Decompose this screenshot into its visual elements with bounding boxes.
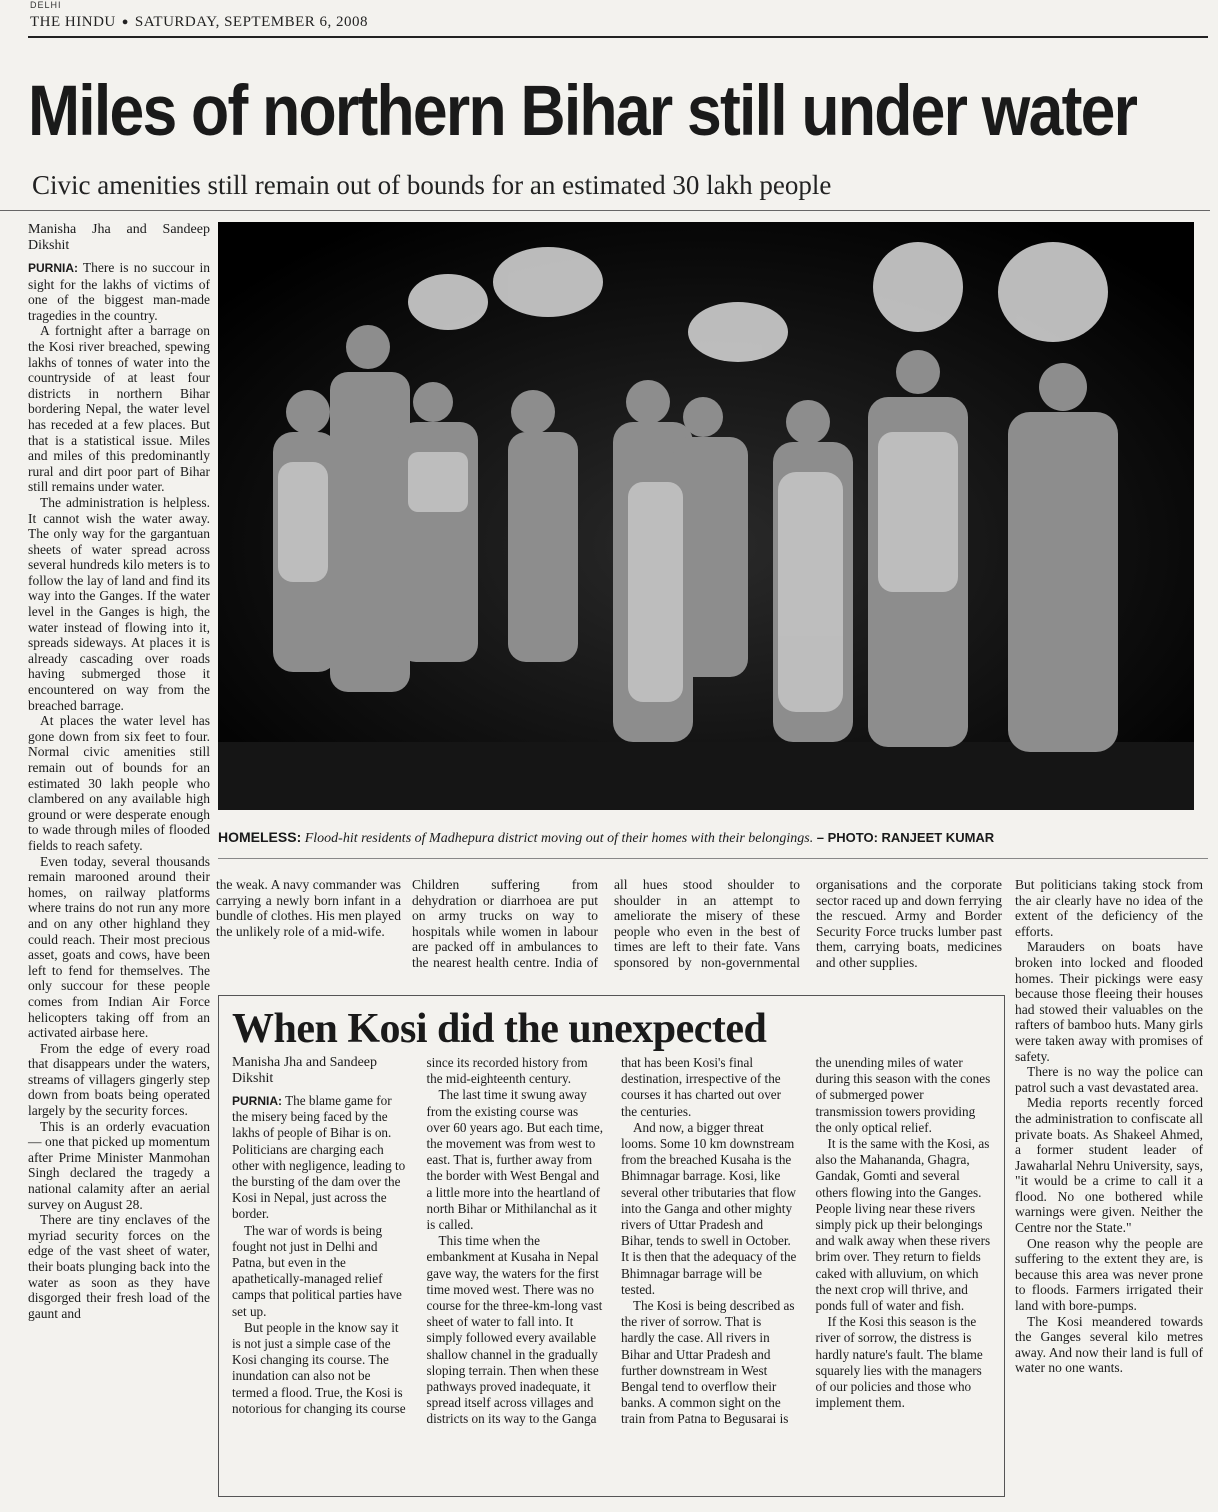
main-paragraph: One reason why the people are suffering to the extent they are, is because this area was never prone to floods. Farmers irrigated their land with bore-pumps. [1015,1235,1203,1314]
sidebar-paragraph: But people in the know say it is not just a simple case of the Kosi changing its course. The inundation can also not be termed a flood. True, the Kosi is notorious for changing its course since its recorded history from the mid-eighteenth century. [232,1055,588,1416]
flood-evacuees-photo [218,222,1194,810]
masthead-rule [28,36,1208,38]
issue-date: SATURDAY, SEPTEMBER 6, 2008 [134,14,369,30]
caption-rule [218,858,1208,859]
main-byline: Manisha Jha and Sandeep Dikshit [28,222,210,253]
sidebar-paragraph: This time when the embankment at Kusaha in Nepal gave way, the waters for the first time moved west. There was no course for the three-km-long vast sheet of water to fall into. It simply followed every available shallow channel in the gradually sloping terrain. Then when these pathways proved inadequate, it spread itself across villages and districts on its way to the Ganga that has been Kosi's final destination, irrespective of the courses it has charted out over the centuries. [426,1055,782,1427]
sidebar-byline: Manisha Jha and Sandeep Dikshit [232,1055,378,1086]
sidebar-paragraph: It is the same with the Kosi, as also the Mahananda, Ghagra, Gandak, Gomti and several others flowing into the Ganges. People living near these rivers simply pick up their belongings and walk away when these rivers brim over. They return to fields caked with alluvium, on which the next crop will thrive, and ponds full of water and fish. [815,1136,991,1314]
sidebar-paragraph: If the Kosi this season is the river of sorrow, the distress is hardly nature's fault. The blame squarely lies with the managers of our policies and those who implement them. [815,1314,983,1411]
main-paragraph: The administration is helpless. It cannot wish the water away. The only way for the gargantuan sheets of water spread across several hundreds kilo meters is to follow the lay of land and find its way into the Ganges. If the water level in the Ganges is high, the water instead of flowing into it, spreads sideways. At places it is already cascading over roads having submerged those it encountered on way from the breached barrage. [28,494,210,713]
headline: Miles of northern Bihar still under water [28,72,1137,151]
news-photo [218,222,1194,810]
main-story-column-6 [1015,877,1203,1376]
subheadline-rule [0,210,1210,211]
main-paragraph: From the edge of every road that disappears under the waters, streams of villagers gingerly step down from boats being operated largely by the security forces. [28,1040,210,1119]
main-paragraph: This is an orderly evacuation — one that picked up momentum after Prime Minister Manmohan Singh declared the tragedy a national calamity after an aerial survey on August 28. [28,1118,210,1212]
main-paragraph: A fortnight after a barrage on the Kosi river breached, spewing lakhs of tonnes of water into the countryside of at least four districts in northern Bihar bordering Nepal, the water level has receded at a few places. But that is a statistical issue. Miles and miles of this predominantly rural and dirt poor part of Bihar still remains under water. [28,323,210,495]
main-paragraph: the weak. A navy commander was carrying a newly born infant in a bundle of clothes. His men played the unlikely role of a mid-wife. [216,877,401,939]
caption-label: HOMELESS: [218,829,302,845]
sidebar-paragraph: And now, a bigger threat looms. Some 10 km downstream from the breached Kusaha is the Bhimnagar barrage. Kosi, like several other tributaries that flow into the Ganga and other mighty rivers of Uttar Pradesh and Bihar, tends to swell in October. It is then that the adequacy of the Bhimnagar barrage will be tested. [621,1119,797,1297]
main-paragraph: Media reports recently forced the administration to confiscate all private boats. As Shakeel Ahmed, a former student leader of Jawaharlal Nehru University, says, "it would be a crime to call it a flood. No one bothered while warnings were given. Neither the Centre nor the State." [1015,1095,1203,1236]
photo-caption [218,829,1208,847]
main-paragraph: Marauders on boats have broken into locked and flooded homes. Their pickings were easy because those fleeing their houses had stowed their valuables on the rafters of bamboo huts. Many girls were taken away with promises of safety. [1015,939,1203,1064]
sidebar-paragraph: The Kosi is being described as the river of sorrow. That is hardly the case. All rivers in Bihar and Uttar Pradesh and further downstream in West Bengal tend to overflow their banks. A common sight on the train from Patna to Begusarai is the unending miles of water during this season with the cones of submerged power transmission towers providing the only optical relief. [621,1055,991,1427]
sidebar-dateline: PURNIA: [232,1094,282,1108]
main-paragraph: Even today, several thousands remain marooned around their homes, on railway platforms where trains do not run any more and on any other highland they could reach. Their most precious asset, goats and cows, have been left to fend for themselves. The only succour for these people comes from Indian Air Force helicopters taking off from an activated airbase here. [28,853,210,1041]
masthead [30,14,368,31]
edition-label: DELHI [30,0,62,10]
separator-dot: ● [121,16,129,28]
main-paragraph: Children suffering from dehydration or diarrhoea are put on army trucks on way to hospitals while women in labour are packed off in ambulances to the nearest health centre. India of all hues stood shoulder to shoulder in an attempt to ameliorate the misery of these people who even in the best of times are left to their fate. Vans sponsored by non-governmental organisations and the corporate sector raced up and down ferrying the rescued. Army and Border Security Force trucks lumber past them, carrying boats, medicines and other supplies. [412,877,1002,970]
sidebar-paragraph: The last time it swung away from the existing course was over 60 years ago. But each time, the movement was from west to east. That is, further away from the border with West Bengal and a little more into the heartland of north Bihar or Mithilanchal as it is called. [426,1087,604,1233]
main-dateline: PURNIA: [28,261,78,275]
sidebar-paragraph: The war of words is being fought not just in Delhi and Patna, but even in the apathetically-managed relief camps that political parties have set up. [232,1222,402,1319]
main-paragraph: But politicians taking stock from the air clearly have no idea of the extent of the deficiency of the efforts. [1015,877,1203,939]
subheadline: Civic amenities still remain out of bounds for an estimated 30 lakh people [32,170,832,200]
paper-name: THE HINDU [30,14,116,30]
photo-credit: – PHOTO: RANJEET KUMAR [816,830,995,845]
main-story-column-1 [28,222,210,1321]
main-paragraph: There is no way the police can patrol such a vast devastated area. [1015,1064,1203,1095]
main-story-column-2 [216,877,401,939]
main-paragraph: At places the water level has gone down from six feet to four. Normal civic amenities still remain out of bounds for an estimated 30 lakh people who clambered on any available high ground or were desperate enough to wade through miles of flooded fields to reach safety. [28,713,210,853]
main-paragraph: The Kosi meandered towards the Ganges several kilo metres away. And now their land is full of water no one wants. [1015,1313,1203,1376]
caption-text: Flood-hit residents of Madhepura district moving out of their homes with their belongings. [304,831,814,846]
sidebar-paragraph: PURNIA: The blame game for the misery being faced by the lakhs of people of Bihar is on. Politicians are charging each other with negligence, leading to the bursting of the dam over the Kosi in Nepal, just across the border. [232,1093,406,1222]
main-paragraph: There are tiny enclaves of the myriad security forces on the edge of the vast sheet of water, their boats plunging back into the water as soon as they have disgorged their fresh load of the gaunt and [28,1212,210,1321]
sidebar-title: When Kosi did the unexpected [232,1006,767,1052]
sidebar-columns [232,1055,992,1495]
main-story-columns-3-5 [412,877,1002,987]
main-paragraph: PURNIA: There is no succour in sight for the lakhs of victims of one of the biggest man-made tragedies in the country. [28,260,210,323]
